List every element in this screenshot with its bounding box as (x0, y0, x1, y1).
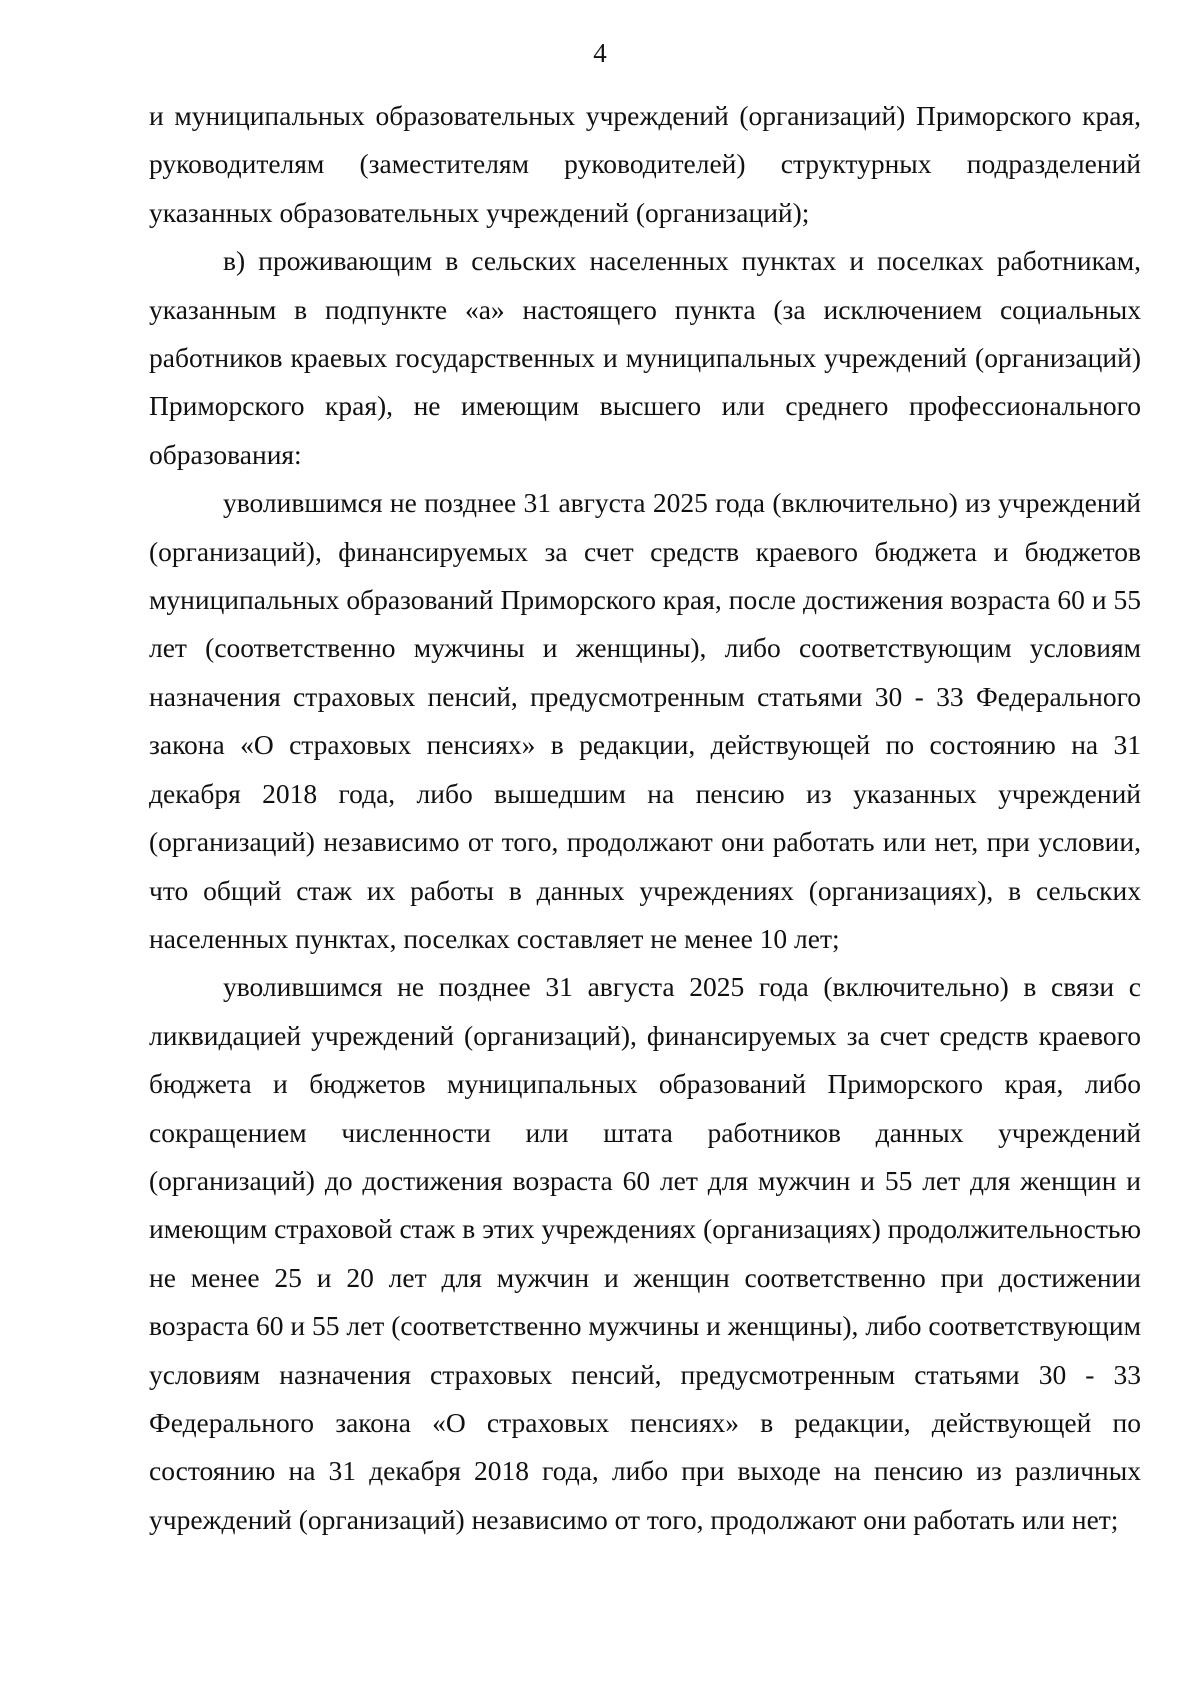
paragraph-subitem-v: в) проживающим в сельских населенных пунктах и поселках работникам, указанным в подпункте «а» настоящего пункта (за исключением социальных работников краевых государственных и муниципальных учреждений (организаций) Приморского края), не имеющим высшего или среднего профессионального образования: (149, 245, 1141, 470)
paragraph-retired-by-age: уволившимся не позднее 31 августа 2025 года (включительно) из учреждений (организаций), финансируемых за счет средств краевого бюджета и бюджетов муниципальных образований Приморского края, после достижения возраста 60 и 55 лет (соответственно мужчины и женщины), либо соответствующим условиям назначения страховых пенсий, предусмотренным статьями 30 - 33 Федерального закона «О страховых пенсиях» в редакции, действующей по состоянию на 31 декабря 2018 года, либо вышедшим на пенсию из указанных учреждений (организаций) независимо от того, продолжают они работать или нет, при условии, что общий стаж их работы в данных учреждениях (организациях), в сельских населенных пунктах, поселках составляет не менее 10 лет; (149, 487, 1141, 954)
paragraph-retired-by-liquidation: уволившимся не позднее 31 августа 2025 года (включительно) в связи с ликвидацией учреждений (организаций), финансируемых за счет средств краевого бюджета и бюджетов муниципальных образований Приморского края, либо сокращением численности или штата работников данных учреждений (организаций) до достижения возраста 60 лет для мужчин и 55 лет для женщин и имеющим страховой стаж в этих учреждениях (организациях) продолжительностью не менее 25 и 20 лет для мужчин и женщин соответственно при достижении возраста 60 и 55 лет (соответственно мужчины и женщины), либо соответствующим условиям назначения страховых пенсий, предусмотренным статьями 30 - 33 Федерального закона «О страховых пенсиях» в редакции, действующей по состоянию на 31 декабря 2018 года, либо при выходе на пенсию из различных учреждений (организаций) независимо от того, продолжают они работать или нет; (149, 971, 1141, 1535)
page-number: 4 (593, 38, 607, 68)
paragraph-continuation: и муниципальных образовательных учреждений (организаций) Приморского края, руководителям (заместителям руководителей) структурных подразделений указанных образовательных учреждений (организаций); (149, 100, 1141, 228)
document-body (149, 92, 1141, 1544)
